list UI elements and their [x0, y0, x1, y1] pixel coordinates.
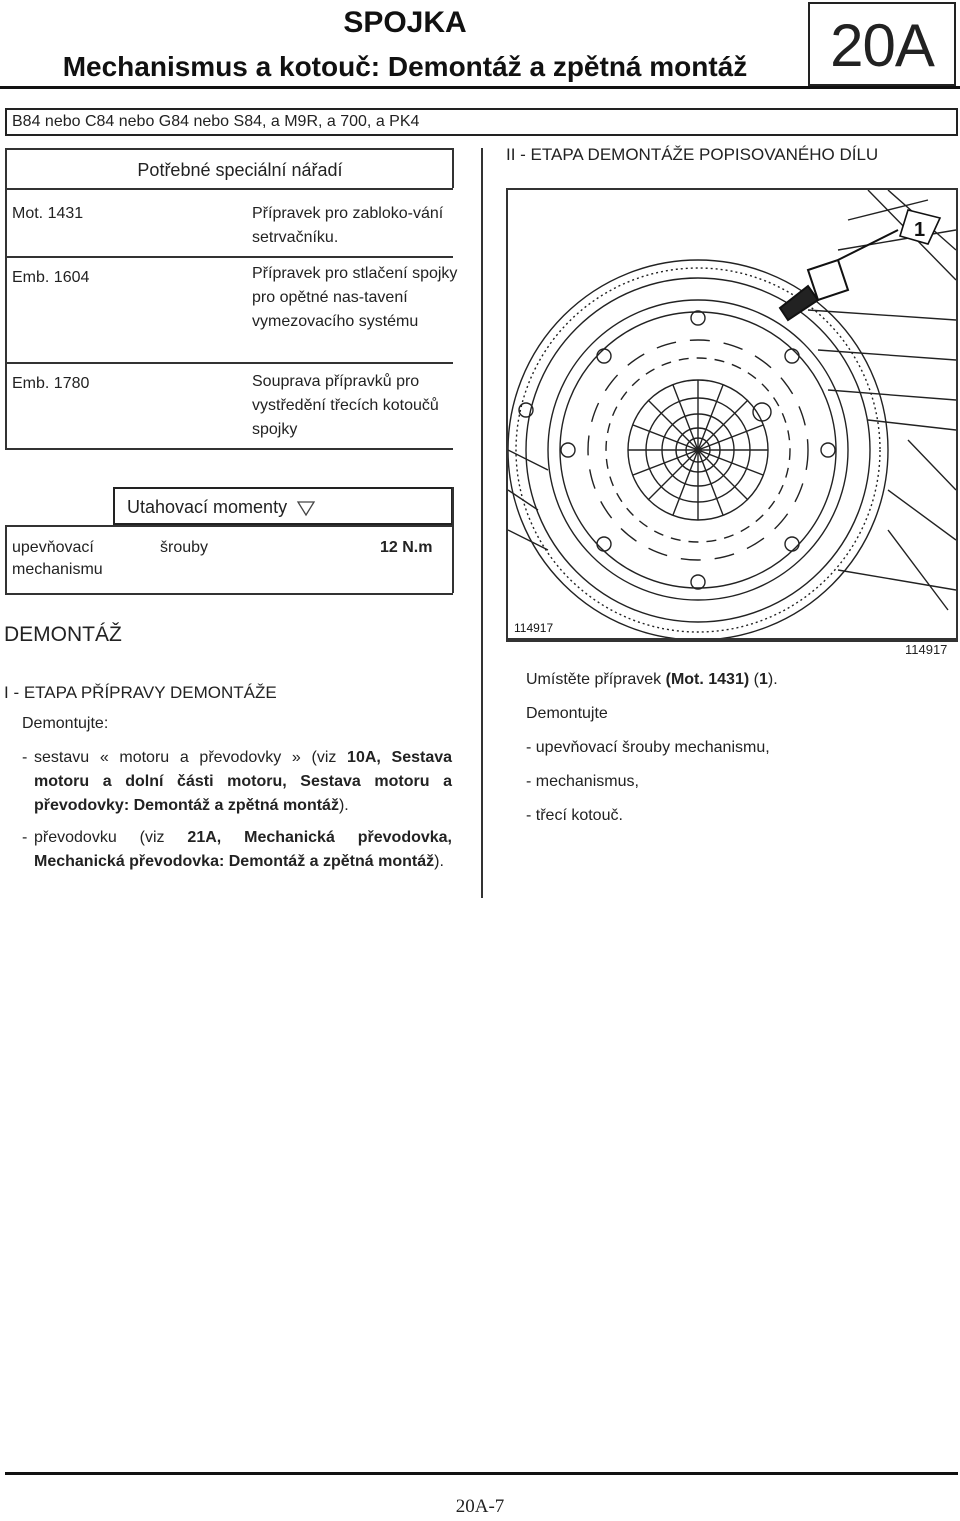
torque-heading: Utahovací momenty: [127, 497, 288, 517]
torque-triangle-icon: [296, 499, 316, 517]
column-divider: [481, 148, 483, 898]
clutch-illustration: [508, 190, 956, 638]
torque-item-word2: šrouby: [160, 539, 209, 556]
document-subtitle: Mechanismus a kotouč: Demontáž a zpětná montáž: [62, 51, 748, 82]
section-code-box: 20A: [808, 2, 956, 86]
stage1-item-gearbox-ref[interactable]: 21A, Mechanická převodovka, Mechanická převodovka: Demontáž a zpětná montáž: [34, 829, 452, 870]
tool-desc-mot1431: Přípravek pro zabloko-vání setrvačníku.: [252, 205, 444, 246]
stage1-item-engine: - sestavu « motoru a převodovky » (viz 10A, Sestava motoru a dolní části motoru, Sestava motoru a převodovky: Demontáž a zpětná montáž).: [22, 746, 452, 818]
torque-bottom-rule: [5, 593, 453, 595]
tool-desc-emb1780: Souprava přípravků pro vystředění třecích kotoučů spojky: [252, 373, 439, 438]
stage2-item-bolts: - upevňovací šrouby mechanismu,: [526, 739, 770, 756]
stage2-item-disc: - třecí kotouč.: [526, 807, 623, 824]
stage2-item-mechanism: - mechanismus,: [526, 773, 639, 790]
tool-code-emb1780: Emb. 1780: [12, 375, 90, 392]
callout-number: 1: [914, 219, 926, 241]
torque-item-word1: upevňovací: [12, 539, 94, 556]
tools-heading: Potřebné speciální nářadí: [137, 160, 343, 180]
stage2-intro: Demontujte: [526, 705, 608, 722]
tool-code-emb1604: Emb. 1604: [12, 269, 90, 286]
tool-code-mot1431: Mot. 1431: [12, 205, 84, 222]
tools-left-rule: [5, 148, 7, 448]
tools-head-rule: [5, 188, 453, 190]
header-rule: [0, 86, 960, 89]
torque-top-rule: [5, 525, 453, 527]
figure-clutch-flywheel: [506, 188, 958, 640]
torque-left-rule: [5, 525, 7, 593]
list-dash: -: [22, 749, 28, 766]
stage2-step-tool: Umístěte přípravek (Mot. 1431) (1).: [526, 671, 778, 688]
figure-bottom-rule: [506, 640, 958, 642]
figure-inner-label: 114917: [514, 621, 554, 635]
list-dash: -: [22, 829, 28, 846]
tool-ref-mot1431: (Mot. 1431): [665, 671, 750, 688]
vehicle-applicability: B84 nebo C84 nebo G84 nebo S84, a M9R, a 700, a PK4: [5, 108, 958, 136]
tools-row-rule-2: [5, 362, 453, 364]
figure-number: 114917: [905, 642, 948, 657]
document-title: SPOJKA: [343, 6, 467, 39]
removal-title: DEMONTÁŽ: [4, 623, 122, 646]
tools-top-rule: [5, 148, 453, 150]
tools-right-rule: [452, 148, 454, 188]
tools-row-rule-1: [5, 256, 453, 258]
torque-heading-box: [113, 487, 453, 525]
stage1-item-engine-ref[interactable]: 10A, Sestava motoru a dolní části motoru, Sestava motoru a převodovky: Demontáž a zpětná montáž: [34, 749, 453, 814]
torque-value: 12 N.m: [380, 539, 433, 556]
stage2-title: II - ETAPA DEMONTÁŽE POPISOVANÉHO DÍLU: [506, 145, 879, 164]
tool-desc-emb1604: Přípravek pro stlačení spojky pro opětné nas-tavení vymezovacího systému: [252, 265, 458, 330]
torque-item-line2: mechanismu: [12, 561, 103, 578]
stage1-title: I - ETAPA PŘÍPRAVY DEMONTÁŽE: [4, 683, 277, 702]
torque-right-rule: [452, 487, 454, 593]
stage1-list: [22, 746, 452, 882]
stage1-item-gearbox: - převodovku (viz 21A, Mechanická převodovka, Mechanická převodovka: Demontáž a zpětná montáž).: [22, 826, 452, 874]
tools-bottom-rule: [5, 448, 453, 450]
stage1-intro: Demontujte:: [22, 715, 109, 732]
footer-rule: [5, 1472, 958, 1475]
page-number: 20A-7: [455, 1496, 505, 1517]
